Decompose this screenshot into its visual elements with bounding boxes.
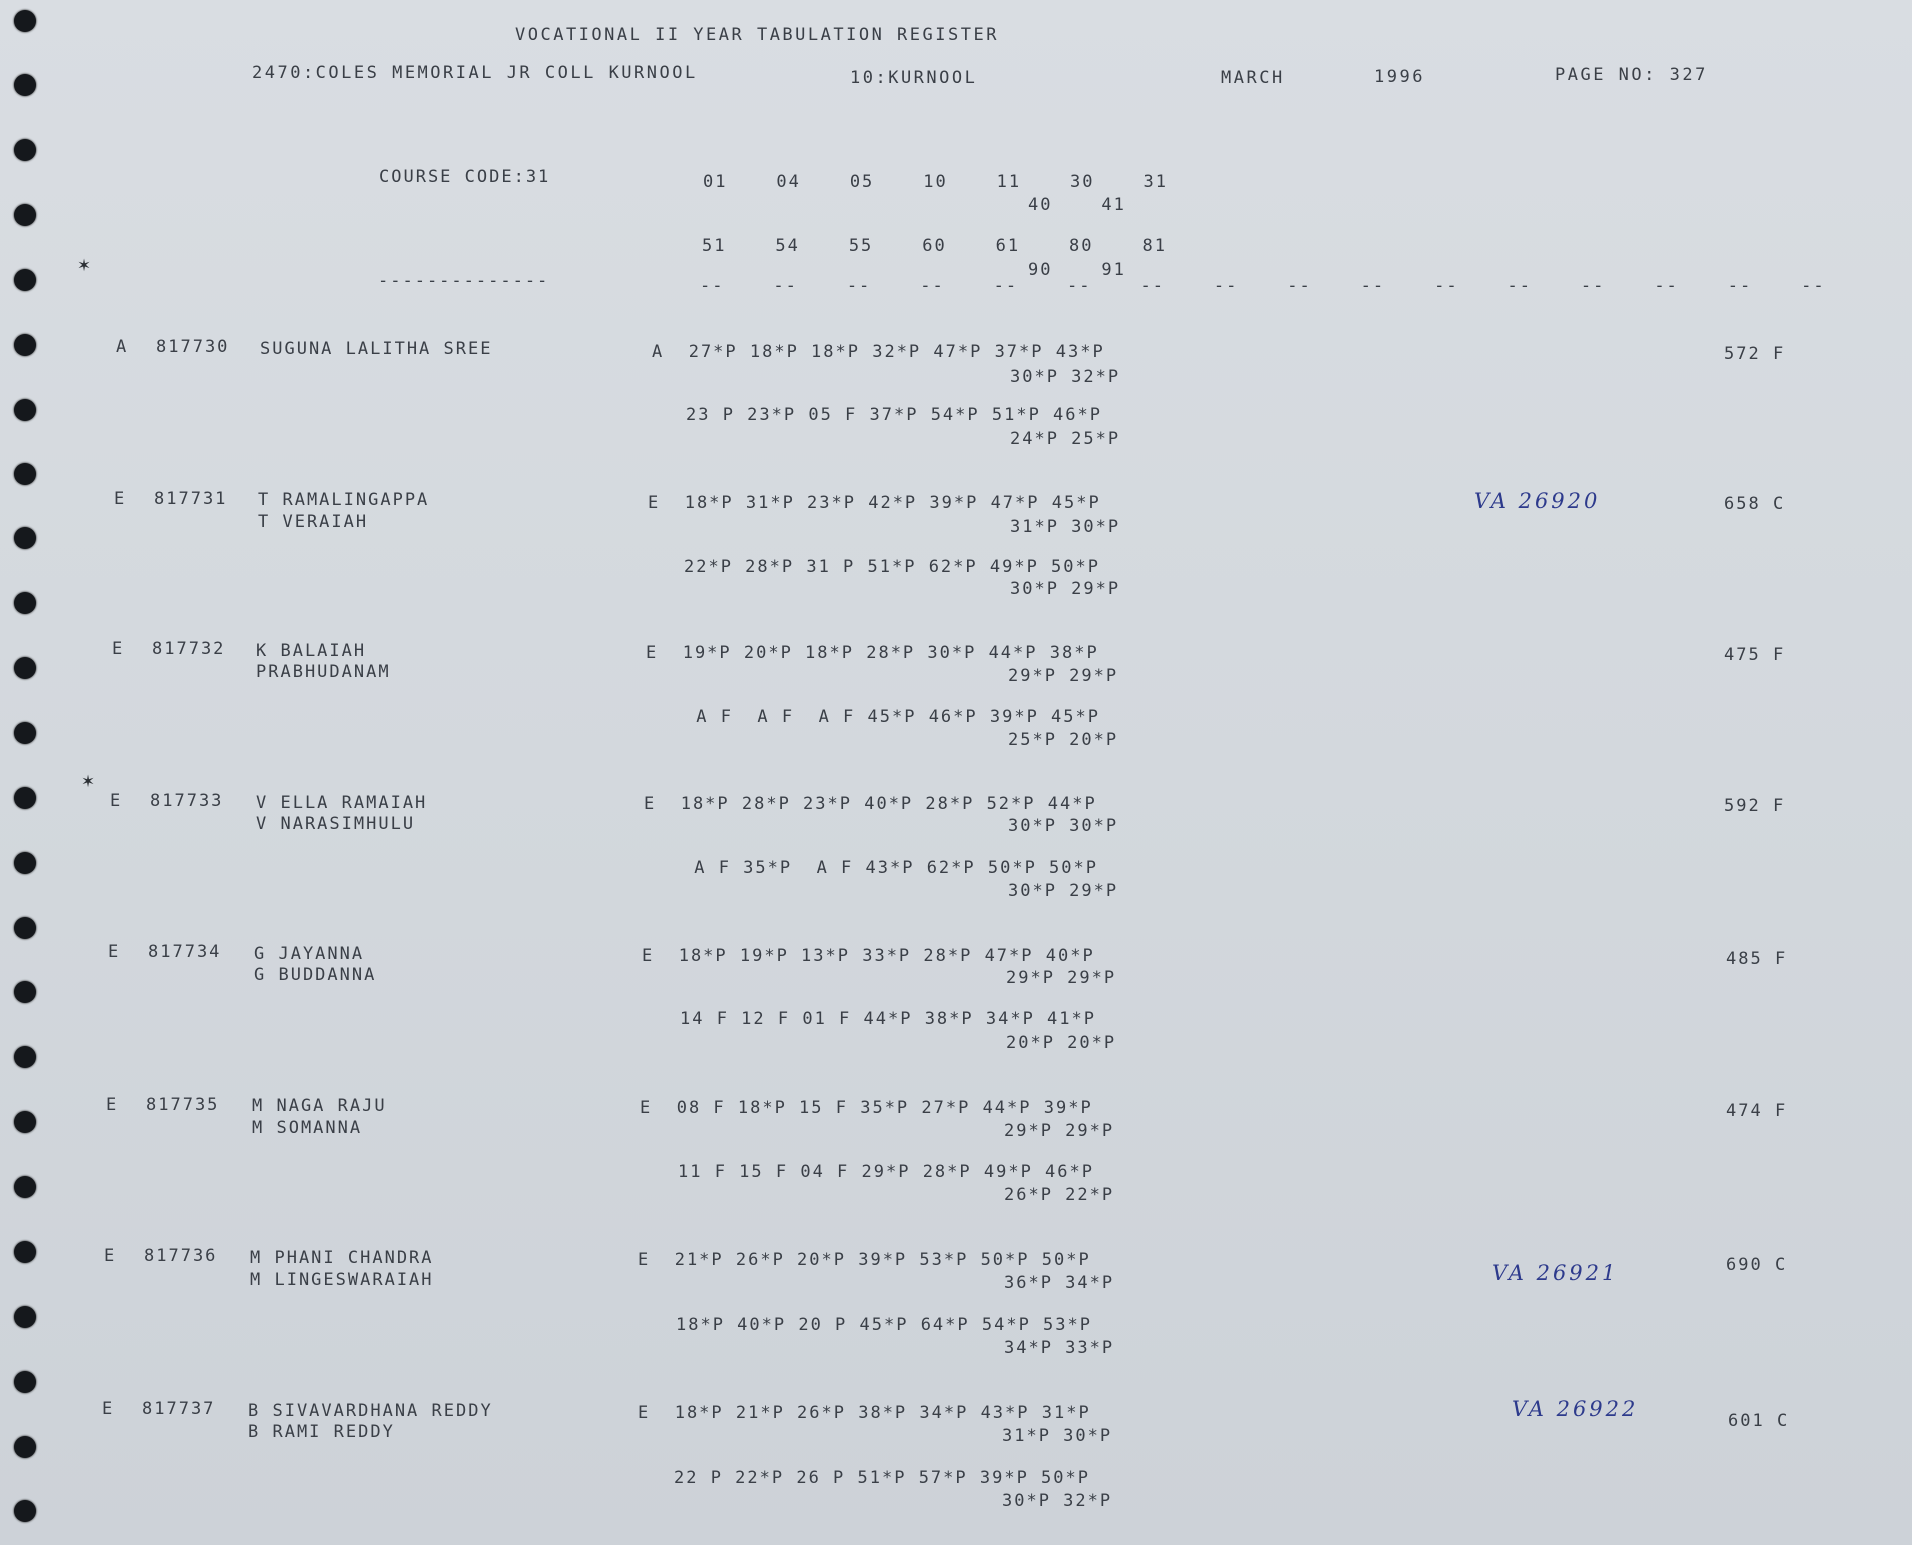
marks-row1b: 31*P 30*P [1002, 1426, 1113, 1446]
marks-row1b: 36*P 34*P [1004, 1273, 1115, 1293]
feed-hole [14, 1241, 36, 1263]
feed-hole [14, 269, 36, 291]
marks-row2b: 25*P 20*P [1008, 730, 1119, 750]
total-result: 601 C [1728, 1411, 1790, 1431]
subject-codes-row2b: 90 91 [1028, 260, 1126, 280]
parent-name: M SOMANNA [252, 1118, 363, 1138]
marks-row2: 11 F 15 F 04 F 29*P 28*P 49*P 46*P [678, 1162, 1094, 1182]
marks-row2b: 30*P 29*P [1008, 881, 1119, 901]
exam-year: 1996 [1374, 67, 1425, 87]
handwritten-note: VA 26921 [1492, 1261, 1619, 1285]
total-result: 592 F [1724, 796, 1786, 816]
category: E [106, 1095, 119, 1115]
feed-hole [14, 1436, 36, 1458]
marks-row1: E 18*P 21*P 26*P 38*P 34*P 43*P 31*P [638, 1403, 1091, 1423]
feed-hole [14, 981, 36, 1003]
total-result: 475 F [1724, 645, 1786, 665]
feed-hole [14, 1371, 36, 1393]
marks-row1b: 29*P 29*P [1008, 666, 1119, 686]
feed-hole [14, 1500, 36, 1522]
roll-number: 817736 [144, 1246, 218, 1266]
category: E [104, 1246, 117, 1266]
category: E [110, 791, 123, 811]
student-name: V ELLA RAMAIAH [256, 793, 428, 813]
marks-row2: A F 35*P A F 43*P 62*P 50*P 50*P [682, 858, 1098, 878]
feed-hole [14, 399, 36, 421]
subject-codes-row1b: 40 41 [1028, 195, 1126, 215]
total-result: 658 C [1724, 494, 1786, 514]
feed-hole [14, 1306, 36, 1328]
feed-hole [14, 657, 36, 679]
exam-month: MARCH [1221, 68, 1285, 88]
parent-name: T VERAIAH [258, 512, 369, 532]
college-name: 2470:COLES MEMORIAL JR COLL KURNOOL [252, 63, 698, 83]
category: E [112, 639, 125, 659]
parent-name: M LINGESWARAIAH [250, 1270, 434, 1290]
marks-row1b: 31*P 30*P [1010, 517, 1121, 537]
feed-hole [14, 917, 36, 939]
roll-number: 817730 [156, 337, 230, 357]
roll-number: 817733 [150, 791, 224, 811]
roll-number: 817734 [148, 942, 222, 962]
student-name: T RAMALINGAPPA [258, 490, 430, 510]
category: E [102, 1399, 115, 1419]
subject-codes-row1: 01 04 05 10 11 30 31 [703, 172, 1168, 192]
marks-row1b: 29*P 29*P [1006, 968, 1117, 988]
total-result: 474 F [1726, 1101, 1788, 1121]
feed-hole [14, 334, 36, 356]
roll-number: 817735 [146, 1095, 220, 1115]
tick-mark: ✶ [82, 768, 95, 792]
student-name: B SIVAVARDHANA REDDY [248, 1401, 493, 1421]
handwritten-note: VA 26922 [1512, 1397, 1639, 1421]
total-result: 572 F [1724, 344, 1786, 364]
student-name: M PHANI CHANDRA [250, 1248, 434, 1268]
category: E [108, 942, 121, 962]
parent-name: G BUDDANNA [254, 965, 377, 985]
roll-number: 817732 [152, 639, 226, 659]
marks-row2: 18*P 40*P 20 P 45*P 64*P 54*P 53*P [676, 1315, 1092, 1335]
column-dashes: -- -- -- -- -- -- -- -- -- -- -- -- -- -- -- -- [700, 276, 1826, 296]
marks-row2b: 30*P 29*P [1010, 579, 1121, 599]
parent-name: PRABHUDANAM [256, 662, 391, 682]
marks-row2: 22*P 28*P 31 P 51*P 62*P 49*P 50*P [684, 557, 1100, 577]
feed-hole [14, 1176, 36, 1198]
feed-hole [14, 1111, 36, 1133]
marks-row2: 22 P 22*P 26 P 51*P 57*P 39*P 50*P [674, 1468, 1090, 1488]
marks-row1: E 21*P 26*P 20*P 39*P 53*P 50*P 50*P [638, 1250, 1091, 1270]
parent-name: B RAMI REDDY [248, 1422, 395, 1442]
marks-row1: E 18*P 19*P 13*P 33*P 28*P 47*P 40*P [642, 946, 1095, 966]
student-name: K BALAIAH [256, 641, 367, 661]
marks-row2: 14 F 12 F 01 F 44*P 38*P 34*P 41*P [680, 1009, 1096, 1029]
feed-hole [14, 463, 36, 485]
tick-mark: ✶ [78, 252, 91, 276]
marks-row2: A F A F A F 45*P 46*P 39*P 45*P [684, 707, 1100, 727]
feed-hole [14, 592, 36, 614]
marks-row1: E 18*P 28*P 23*P 40*P 28*P 52*P 44*P [644, 794, 1097, 814]
marks-row1: A 27*P 18*P 18*P 32*P 47*P 37*P 43*P [652, 342, 1105, 362]
feed-hole [14, 722, 36, 744]
marks-row1b: 29*P 29*P [1004, 1121, 1115, 1141]
feed-hole [14, 204, 36, 226]
student-name: G JAYANNA [254, 944, 365, 964]
marks-row2b: 24*P 25*P [1010, 429, 1121, 449]
feed-hole [14, 139, 36, 161]
feed-hole [14, 852, 36, 874]
marks-row2b: 30*P 32*P [1002, 1491, 1113, 1511]
marks-row1b: 30*P 30*P [1008, 816, 1119, 836]
marks-row2b: 34*P 33*P [1004, 1338, 1115, 1358]
student-name: SUGUNA LALITHA SREE [260, 339, 493, 359]
course-underline: -------------- [378, 271, 550, 291]
category: E [114, 489, 127, 509]
roll-number: 817731 [154, 489, 228, 509]
district: 10:KURNOOL [850, 68, 978, 88]
subject-codes-row2: 51 54 55 60 61 80 81 [702, 236, 1167, 256]
register-title: VOCATIONAL II YEAR TABULATION REGISTER [515, 25, 999, 45]
feed-hole [14, 787, 36, 809]
handwritten-note: VA 26920 [1474, 489, 1601, 513]
feed-hole [14, 74, 36, 96]
parent-name: V NARASIMHULU [256, 814, 416, 834]
category: A [116, 337, 129, 357]
course-code: COURSE CODE:31 [379, 167, 551, 187]
page-number: PAGE NO: 327 [1555, 65, 1708, 85]
marks-row2: 23 P 23*P 05 F 37*P 54*P 51*P 46*P [686, 405, 1102, 425]
feed-hole [14, 527, 36, 549]
feed-hole [14, 10, 36, 32]
tractor-feed-holes [14, 0, 44, 1545]
marks-row1: E 08 F 18*P 15 F 35*P 27*P 44*P 39*P [640, 1098, 1093, 1118]
total-result: 485 F [1726, 949, 1788, 969]
marks-row1: E 18*P 31*P 23*P 42*P 39*P 47*P 45*P [648, 493, 1101, 513]
marks-row2b: 26*P 22*P [1004, 1185, 1115, 1205]
student-name: M NAGA RAJU [252, 1096, 387, 1116]
marks-row2b: 20*P 20*P [1006, 1033, 1117, 1053]
marks-row1b: 30*P 32*P [1010, 367, 1121, 387]
total-result: 690 C [1726, 1255, 1788, 1275]
marks-row1: E 19*P 20*P 18*P 28*P 30*P 44*P 38*P [646, 643, 1099, 663]
feed-hole [14, 1046, 36, 1068]
roll-number: 817737 [142, 1399, 216, 1419]
